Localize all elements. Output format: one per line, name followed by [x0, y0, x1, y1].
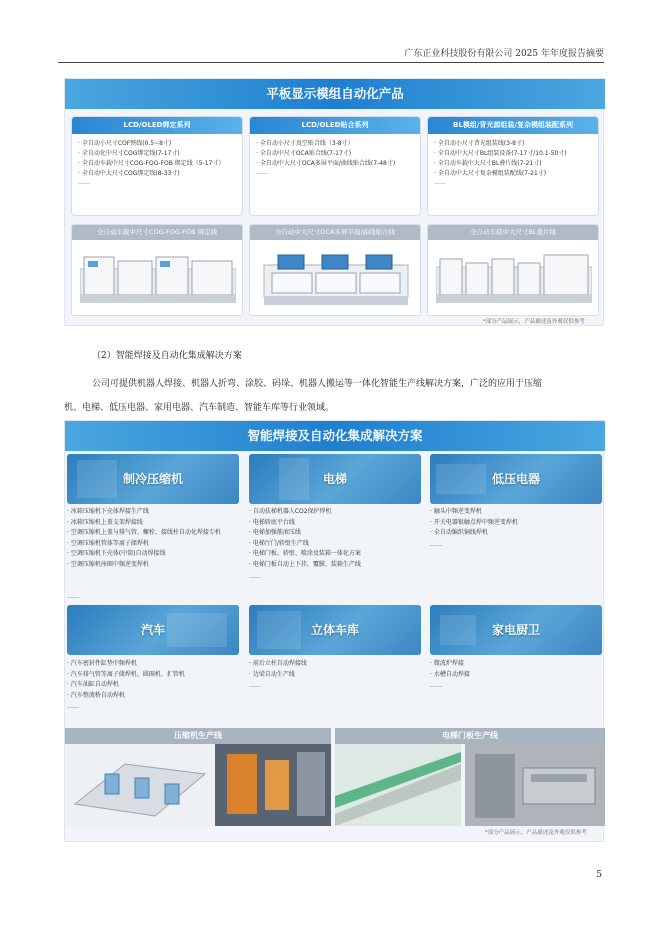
category-item: · 电梯轿底平台线 — [249, 518, 421, 529]
series-card-binding — [71, 116, 243, 216]
series-item: · 全自动小尺寸真空贴合线（3-8寸） — [256, 139, 414, 149]
header-rule — [58, 62, 604, 63]
category-name: 立体车库 — [310, 623, 359, 637]
category-item: · 水槽自动焊接 — [430, 670, 602, 681]
production-line-caption-compressor: 压缩机生产线 — [65, 728, 331, 744]
category-tile-automotive — [67, 605, 239, 655]
series-item: · 全自动中大尺寸COG绑定线(8-33寸) — [78, 169, 236, 179]
series-item: · 全自动车载中尺寸COG-FOG-FOB 绑定线（5-17寸） — [78, 159, 236, 169]
category-item: · 微波炉焊接 — [430, 659, 602, 670]
category-item: · 全自动编织铜线焊机 — [430, 528, 602, 539]
series-title: LCD/OLED贴合系列 — [250, 117, 420, 134]
series-item: · 全自动中尺寸OCA贴合线(7-17寸) — [256, 149, 414, 159]
series-title: BL模组/背光源组装/复杂模组装配系列 — [428, 117, 598, 134]
category-item: · 汽车油缸自动焊机 — [67, 680, 239, 691]
category-more: …… — [249, 573, 261, 580]
category-item: · 电梯厅门/轿壁生产线 — [249, 539, 421, 550]
category-more: …… — [249, 682, 261, 689]
page-header: 广东正业科技股份有限公司 2025 年年度报告摘要 — [404, 49, 604, 59]
series-more: …… — [256, 169, 268, 176]
lamination-line-machine-image — [258, 251, 414, 307]
series-item: · 全自动中大尺寸BL组装设备(7-17寸/10.1-50寸) — [434, 149, 592, 159]
category-more: …… — [430, 541, 442, 548]
category-item: · 冰箱压缩机上盖支架焊接线 — [67, 518, 239, 529]
line-card-lamination — [249, 224, 421, 316]
series-more: …… — [434, 179, 446, 186]
section-paragraph-line1: 公司可提供机器人焊接、机器人折弯、涂胶、码垛、机器人搬运等一体化智能生产线解决方案，广泛的应用于压缩 — [92, 379, 543, 389]
flat-panel-display-products-panel — [64, 78, 604, 326]
line-caption: 全自动车载中尺寸COG-FOG-FOB 绑定线 — [72, 225, 242, 240]
series-item: · 全自动中大尺寸复杂模组装配线(7-21寸) — [434, 169, 592, 179]
category-name: 家电厨卫 — [491, 623, 540, 637]
binding-line-machine-image — [80, 251, 236, 307]
panel2-banner: 智能焊接及自动化集成解决方案 — [65, 421, 605, 451]
series-item: · 全自动车载中大尺寸BL叠片线(7-21寸) — [434, 159, 592, 169]
series-item: · 全自动小尺寸背光组装线(3-8寸) — [434, 139, 592, 149]
line-card-backlight — [427, 224, 599, 316]
category-item: · 前后立柱自动焊接线 — [249, 659, 421, 670]
category-more: …… — [67, 703, 79, 710]
line-caption: 全自动车载中大尺寸BL叠片线 — [428, 225, 598, 240]
category-item: · 电梯门板、轿壁、喷涂及装箱一体化方案 — [249, 549, 421, 560]
category-name: 汽车 — [140, 623, 165, 637]
category-item: · 自动扶梯机器人CO2保护焊机 — [249, 507, 421, 518]
series-item: · 全自动化中尺寸COG绑定线(7-17寸) — [78, 149, 236, 159]
category-item: · 电梯加强筋滚压线 — [249, 528, 421, 539]
backlight-line-machine-image — [436, 251, 592, 307]
category-tile-elevator — [249, 454, 421, 504]
category-tile-kitchen-bath — [430, 605, 602, 655]
category-tile-low-voltage — [430, 454, 602, 504]
compressor-production-line-image — [65, 744, 331, 826]
series-card-lamination — [249, 116, 421, 216]
category-item: · 空调压缩机座圈中频逆变焊机 — [67, 560, 239, 571]
series-item: · 全自动小尺寸COF整线(0.5~8寸) — [78, 139, 236, 149]
category-name: 低压电器 — [491, 472, 540, 486]
panel1-banner: 平板显示模组自动化产品 — [65, 79, 605, 109]
category-more: …… — [430, 682, 442, 689]
welding-automation-panel — [64, 420, 604, 842]
series-more: …… — [78, 179, 90, 186]
category-item: · 开关电器银触点焊中频逆变焊机 — [430, 518, 602, 529]
category-item: · 触头中频逆变焊机 — [430, 507, 602, 518]
category-item: · 冰箱压缩机下壳体焊接生产线 — [67, 507, 239, 518]
series-title: LCD/OLED绑定系列 — [72, 117, 242, 134]
production-line-caption-elevator-door: 电梯门板生产线 — [335, 728, 605, 744]
category-item: · 空调压缩机管体等离子储焊机 — [67, 539, 239, 550]
line-card-binding — [71, 224, 243, 316]
elevator-door-production-line-image — [335, 744, 605, 826]
category-name: 制冷压缩机 — [122, 472, 183, 486]
category-item: · 空调压缩机上盖与排气管、螺栓、接线柱自动化焊接专机 — [67, 528, 239, 539]
category-tile-parking-garage — [249, 605, 421, 655]
category-item: · 汽车整流桥自动焊机 — [67, 691, 239, 702]
category-item: · 汽车密封件缸垫中频焊机 — [67, 659, 239, 670]
page-number: 5 — [596, 870, 602, 880]
section-heading: （2）智能焊接及自动化集成解决方案 — [92, 351, 242, 361]
category-tile-compressor — [67, 454, 239, 504]
category-item: · 边梁自动生产线 — [249, 670, 421, 681]
category-item: · 电梯门板自动上下挂、覆膜、装箱生产线 — [249, 560, 421, 571]
panel2-footnote: *部分产品展示，产品描述及外观仅供参考 — [485, 830, 587, 836]
category-name: 电梯 — [322, 472, 347, 486]
panel1-footnote: *部分产品展示，产品描述及外观仅供参考 — [483, 319, 585, 325]
series-card-backlight — [427, 116, 599, 216]
line-caption: 全自动中大尺寸OCA多屏平面/曲线贴合线 — [250, 225, 420, 240]
category-item: · 汽车排气管等离子储焊机、圆圈机、扩管机 — [67, 670, 239, 681]
series-item: · 全自动中大尺寸OCA多屏平面/曲线贴合线(7-48寸) — [256, 159, 414, 169]
category-more: …… — [67, 593, 79, 600]
section-paragraph-line2: 机、电梯、低压电器、家用电器、汽车制造、智能车库等行业领域。 — [64, 403, 335, 413]
category-item: · 空调压缩机下壳体(中筒)自动焊接线 — [67, 549, 239, 560]
